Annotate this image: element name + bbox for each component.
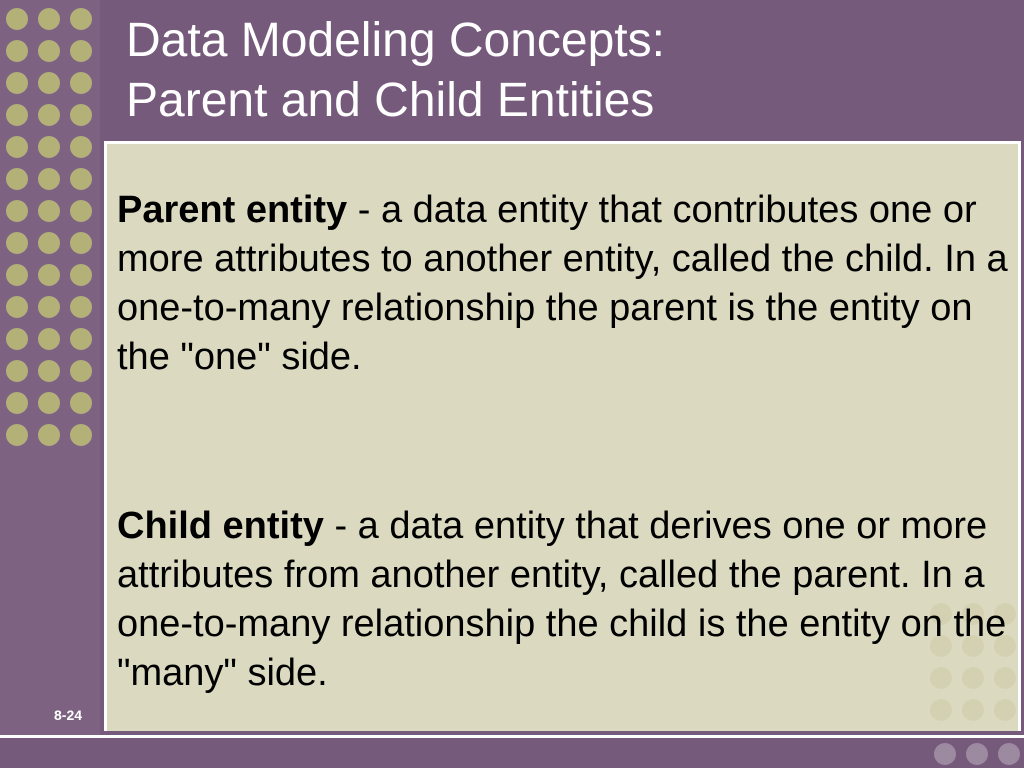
- decorative-dot: [38, 392, 60, 414]
- decorative-dot: [38, 328, 60, 350]
- decorative-dot: [966, 743, 988, 765]
- decorative-dot: [6, 8, 28, 30]
- decorative-dot: [6, 40, 28, 62]
- bottom-decorative-dots: [934, 743, 1020, 765]
- decorative-dot: [38, 168, 60, 190]
- child-entity-text: - a data entity that derives one or more attributes from another entity, called the parent. In a one-to-many relationship the child is the entity on the "many" side.: [117, 505, 1007, 694]
- decorative-dot: [934, 743, 956, 765]
- parent-entity-text: - a data entity that contributes one or more attributes to another entity, called the child. In a one-to-many relationship the parent is the entity on the "one" side.: [117, 189, 1008, 378]
- decorative-dot: [6, 360, 28, 382]
- parent-entity-term: Parent entity: [117, 189, 348, 231]
- decorative-dot-grid: [6, 8, 92, 446]
- child-entity-term: Child entity: [117, 505, 324, 547]
- left-decorative-band: [0, 0, 100, 768]
- decorative-dot: [70, 72, 92, 94]
- decorative-dot: [70, 296, 92, 318]
- decorative-dot: [962, 699, 984, 721]
- child-entity-definition: [117, 502, 1017, 698]
- slide-title-line-2: Parent and Child Entities: [126, 74, 655, 127]
- decorative-dot: [6, 328, 28, 350]
- decorative-dot: [998, 743, 1020, 765]
- decorative-dot: [38, 360, 60, 382]
- decorative-dot: [38, 296, 60, 318]
- decorative-dot: [994, 699, 1016, 721]
- decorative-dot: [6, 72, 28, 94]
- decorative-dot: [70, 328, 92, 350]
- decorative-dot: [38, 40, 60, 62]
- slide-title-line-1: Data Modeling Concepts:: [126, 14, 665, 67]
- decorative-dot: [38, 136, 60, 158]
- decorative-dot: [38, 424, 60, 446]
- decorative-dot: [930, 699, 952, 721]
- decorative-dot: [38, 104, 60, 126]
- decorative-dot: [6, 264, 28, 286]
- decorative-dot: [70, 168, 92, 190]
- decorative-dot: [38, 8, 60, 30]
- title-bar: [104, 0, 1024, 137]
- content-panel: [104, 141, 1021, 731]
- decorative-dot: [38, 232, 60, 254]
- decorative-dot: [38, 264, 60, 286]
- decorative-dot: [70, 200, 92, 222]
- decorative-dot: [6, 200, 28, 222]
- decorative-dot: [6, 232, 28, 254]
- decorative-dot: [6, 392, 28, 414]
- parent-entity-definition: [117, 186, 1017, 382]
- decorative-dot: [70, 424, 92, 446]
- decorative-dot: [70, 136, 92, 158]
- decorative-dot: [70, 264, 92, 286]
- decorative-dot: [70, 40, 92, 62]
- decorative-dot: [70, 232, 92, 254]
- decorative-dot: [70, 8, 92, 30]
- decorative-dot: [70, 392, 92, 414]
- decorative-dot: [70, 360, 92, 382]
- decorative-dot: [6, 296, 28, 318]
- decorative-dot: [6, 104, 28, 126]
- slide-number: 8-24: [54, 707, 83, 723]
- decorative-dot: [38, 72, 60, 94]
- decorative-dot: [6, 424, 28, 446]
- decorative-dot: [6, 168, 28, 190]
- decorative-dot: [38, 200, 60, 222]
- bottom-bar: [0, 735, 1024, 768]
- decorative-dot: [6, 136, 28, 158]
- decorative-dot: [70, 104, 92, 126]
